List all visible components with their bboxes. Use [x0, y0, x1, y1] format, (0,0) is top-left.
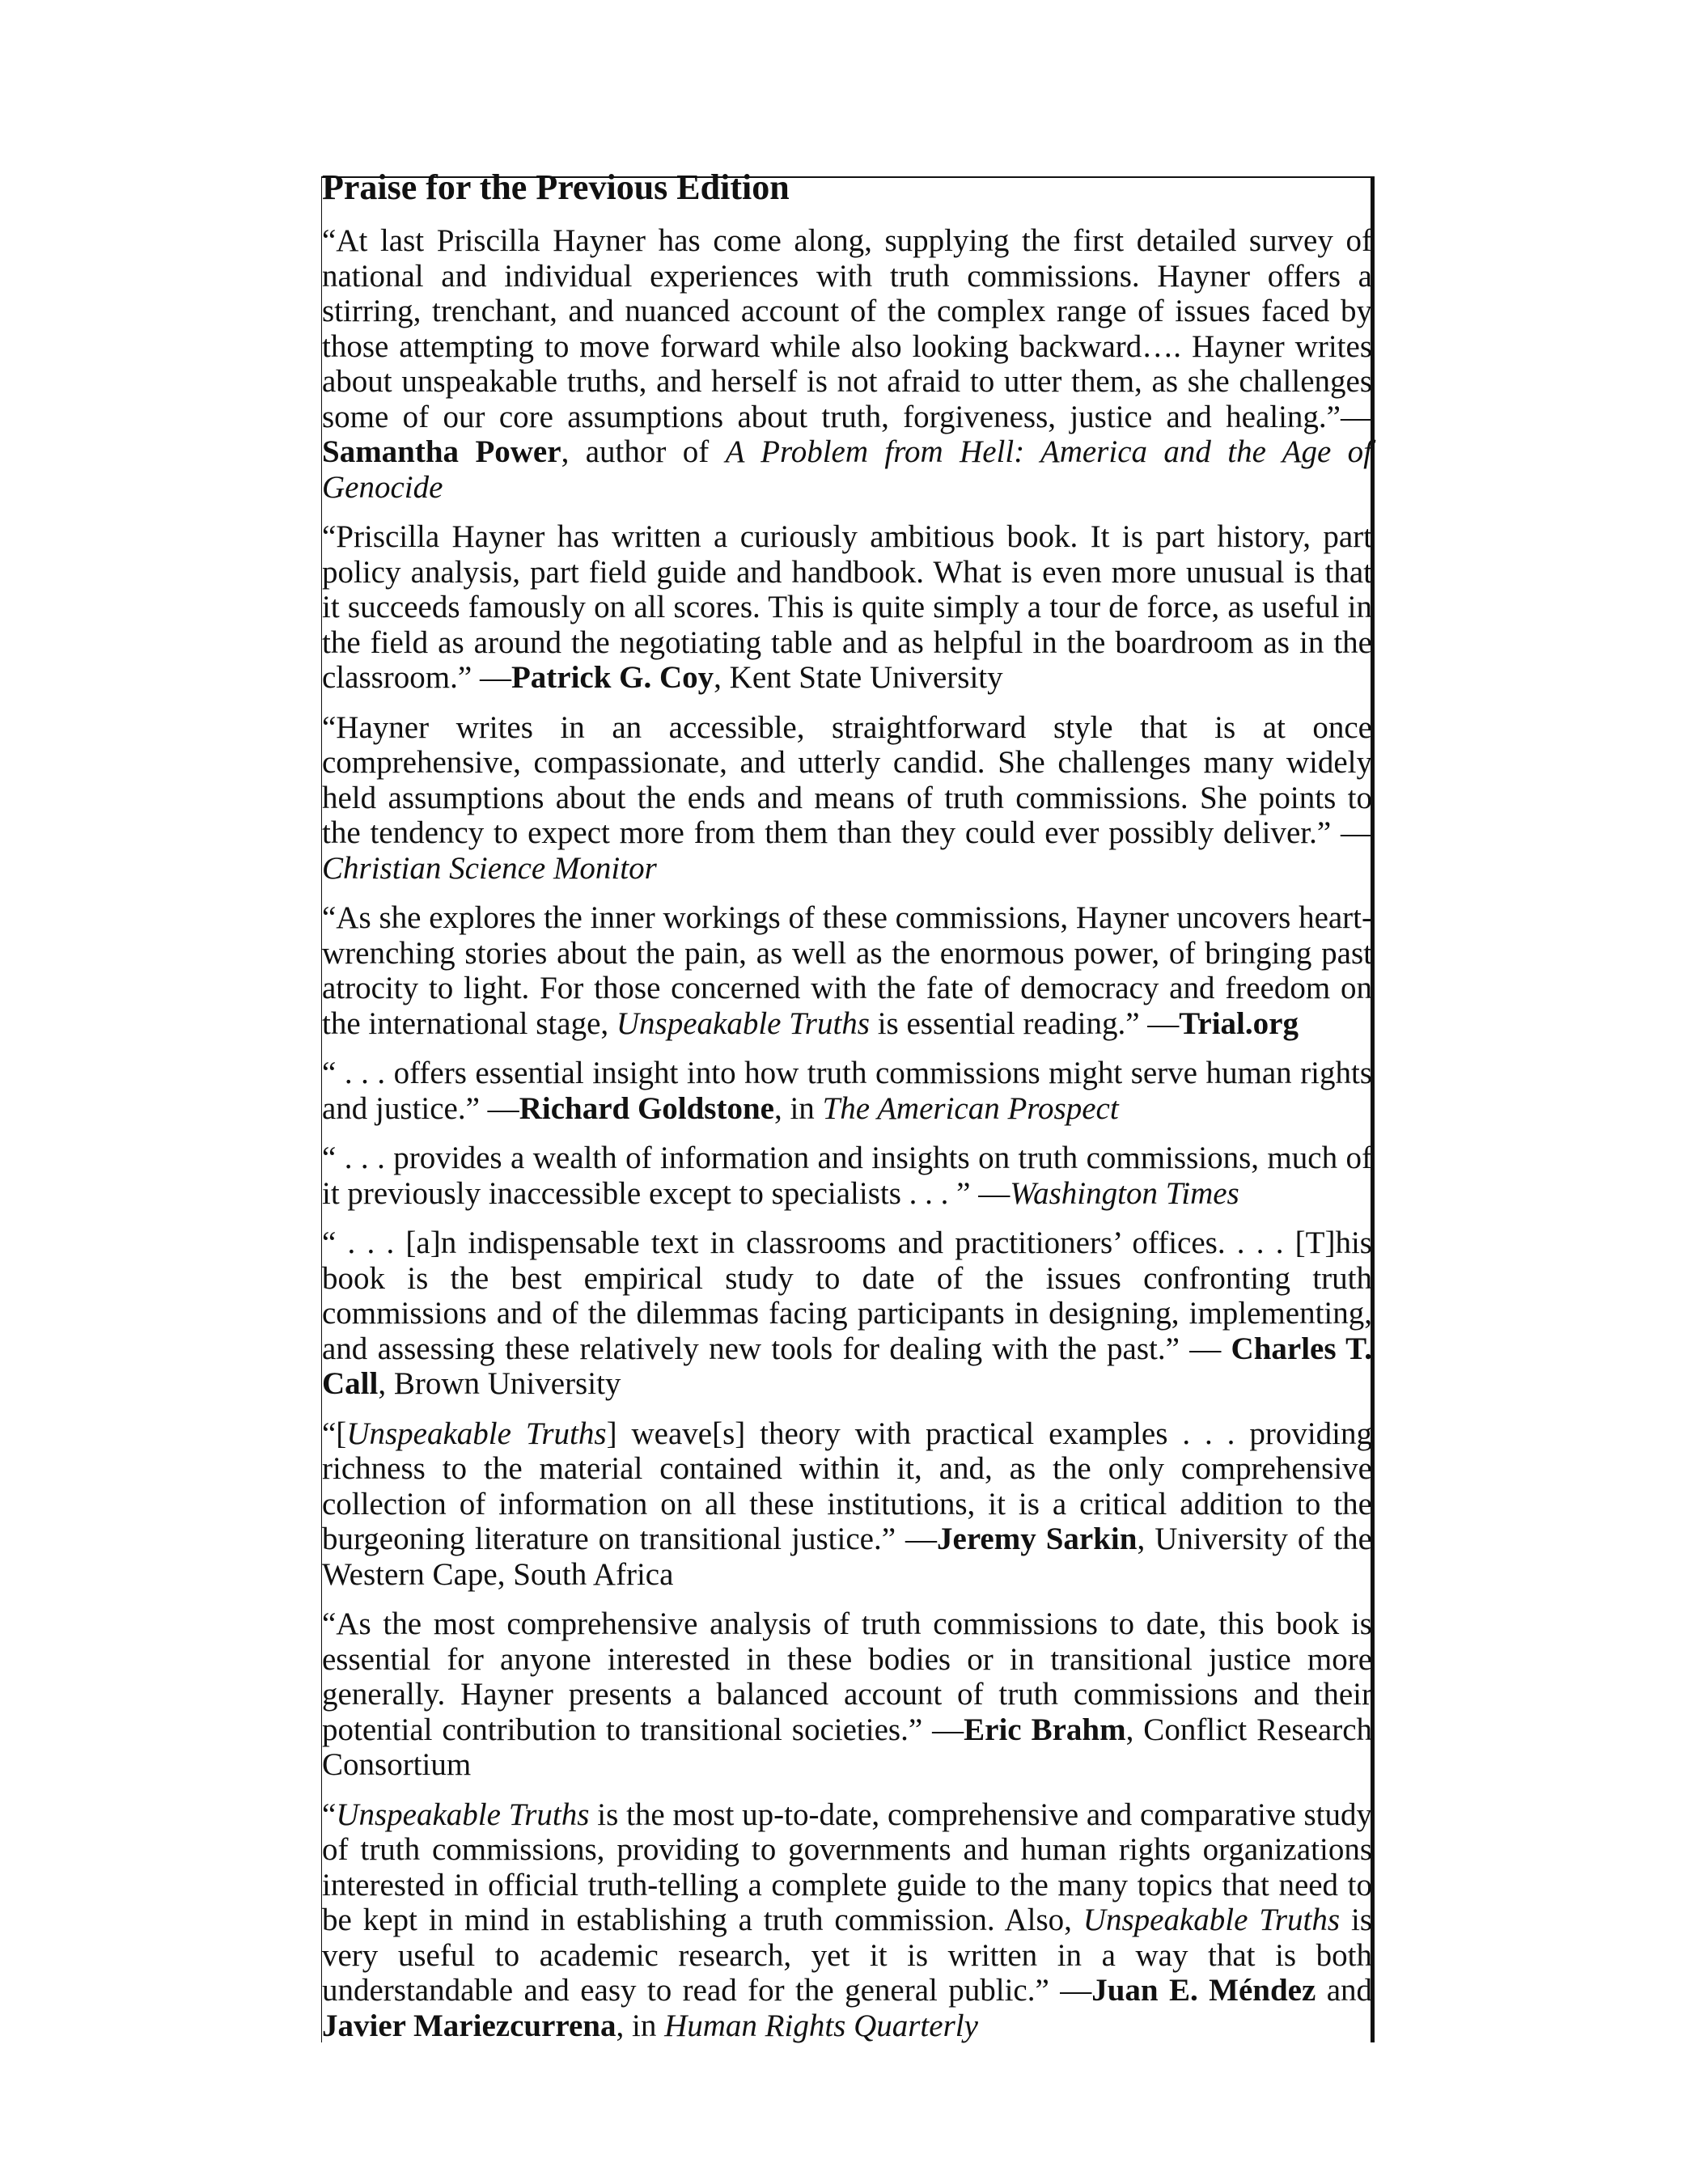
attribution-name: Jeremy Sarkin	[937, 1522, 1138, 1556]
attribution-name: Juan E. Méndez	[1091, 1973, 1316, 2008]
attribution-name: Trial.org	[1179, 1005, 1299, 1041]
attribution-name: Eric Brahm	[964, 1712, 1126, 1747]
book-title: Unspeakable Truths	[1083, 1903, 1341, 1937]
source-title: Christian Science Monitor	[322, 850, 657, 886]
source-title: The American Prospect	[822, 1090, 1119, 1126]
source-title: Washington Times	[1010, 1175, 1239, 1211]
blurb-coy: “Priscilla Hayner has written a curiously ambitious book. It is part history, part policy analysis, part field guide and handbook. What is even more unusual is that it succeeds famously on all scores. This is quite simply a tour de force, as useful in the field as around the negotiating table and as helpful in the boardroom as in the classroom.” —Patrick G. Coy, Kent State University	[322, 519, 1372, 695]
blurb-power: “At last Priscilla Hayner has come along, supplying the first detailed survey of national and individual experiences with truth commissions. Hayner offers a stirring, trenchant, and nuanced account of the complex range of issues faced by those attempting to move forward while also looking backward…. Hayner writes about unspeakable truths, and herself is not afraid to utter them, as she challenges some of our core assumptions about truth, forgiveness, justice and healing.”—Samantha Power, author of A Problem from Hell: America and the Age of Genocide	[322, 223, 1373, 505]
attribution-name: Charles T. Call	[322, 1331, 1372, 1401]
attribution-name: Javier Mariezcurrena	[322, 2008, 616, 2043]
source-title: Human Rights Quarterly	[664, 2008, 978, 2043]
blurb-mendez: “Unspeakable Truths is the most up-to-date, comprehensive and comparative study of truth commissions, providing to governments and human rights organizations interested in official truth-telling a complete guide to the many topics that need to be kept in mind in establishing a truth commission. Also, Unspeakable Truths is very useful to academic research, yet it is written in a way that is both understandable and easy to read for the general public.” —Juan E. Méndez and Javier Mariezcurrena, in Human Rights Quarterly	[322, 1797, 1372, 2043]
source-title: A Problem from Hell: America and the Age of Genocide	[322, 434, 1373, 505]
book-title: Unspeakable Truths	[336, 1797, 590, 1832]
attribution-name: Samantha Power	[322, 434, 561, 469]
attribution-name: Richard Goldstone	[519, 1090, 774, 1126]
blurb-washtimes: “ . . . provides a wealth of information and insights on truth commissions, much of it previously inaccessible except to specialists . . . ” —Washington Times	[322, 1141, 1372, 1211]
praise-section	[322, 167, 1372, 2058]
blurb-sarkin: “[Unspeakable Truths] weave[s] theory with practical examples . . . providing richness to the material contained within it, and, as the only comprehensive collection of information on all these institutions, it is a critical addition to the burgeoning literature on transitional justice.” —Jeremy Sarkin, University of the Western Cape, South Africa	[322, 1416, 1372, 1592]
blurb-csmonitor: “Hayner writes in an accessible, straightforward style that is at once comprehensive, compassionate, and utterly candid. She challenges many widely held assumptions about the ends and means of truth commissions. She points to the tendency to expect more from them than they could ever possibly deliver.” —Christian Science Monitor	[322, 709, 1372, 886]
book-title: Unspeakable Truths	[616, 1005, 870, 1041]
section-heading: Praise for the Previous Edition	[322, 167, 790, 207]
book-title: Unspeakable Truths	[346, 1416, 607, 1451]
blurb-call: “ . . . [a]n indispensable text in classrooms and practitioners’ offices. . . . [T]his book is the best empirical study to date of the issues confronting truth commissions and of the dilemmas facing participants in designing, implementing, and assessing these relatively new tools for dealing with the past.” — Charles T. Call, Brown University	[322, 1225, 1372, 1401]
attribution-name: Patrick G. Coy	[511, 660, 714, 695]
blurb-goldstone: “ . . . offers essential insight into how truth commissions might serve human rights and justice.” —Richard Goldstone, in The American Prospect	[322, 1056, 1372, 1126]
blurb-brahm: “As the most comprehensive analysis of truth commissions to date, this book is essential for anyone interested in these bodies or in transitional justice more generally. Hayner presents a balanced account of truth commissions and their potential contribution to transitional societies.” —Eric Brahm, Conflict Research Consortium	[322, 1606, 1373, 1782]
blurb-trial: “As she explores the inner workings of these commissions, Hayner uncovers heart-wrenching stories about the pain, as well as the enormous power, of bringing past atrocity to light. For those concerned with the fate of democracy and freedom on the international stage, Unspeakable Truths is essential reading.” —Trial.org	[322, 900, 1372, 1041]
